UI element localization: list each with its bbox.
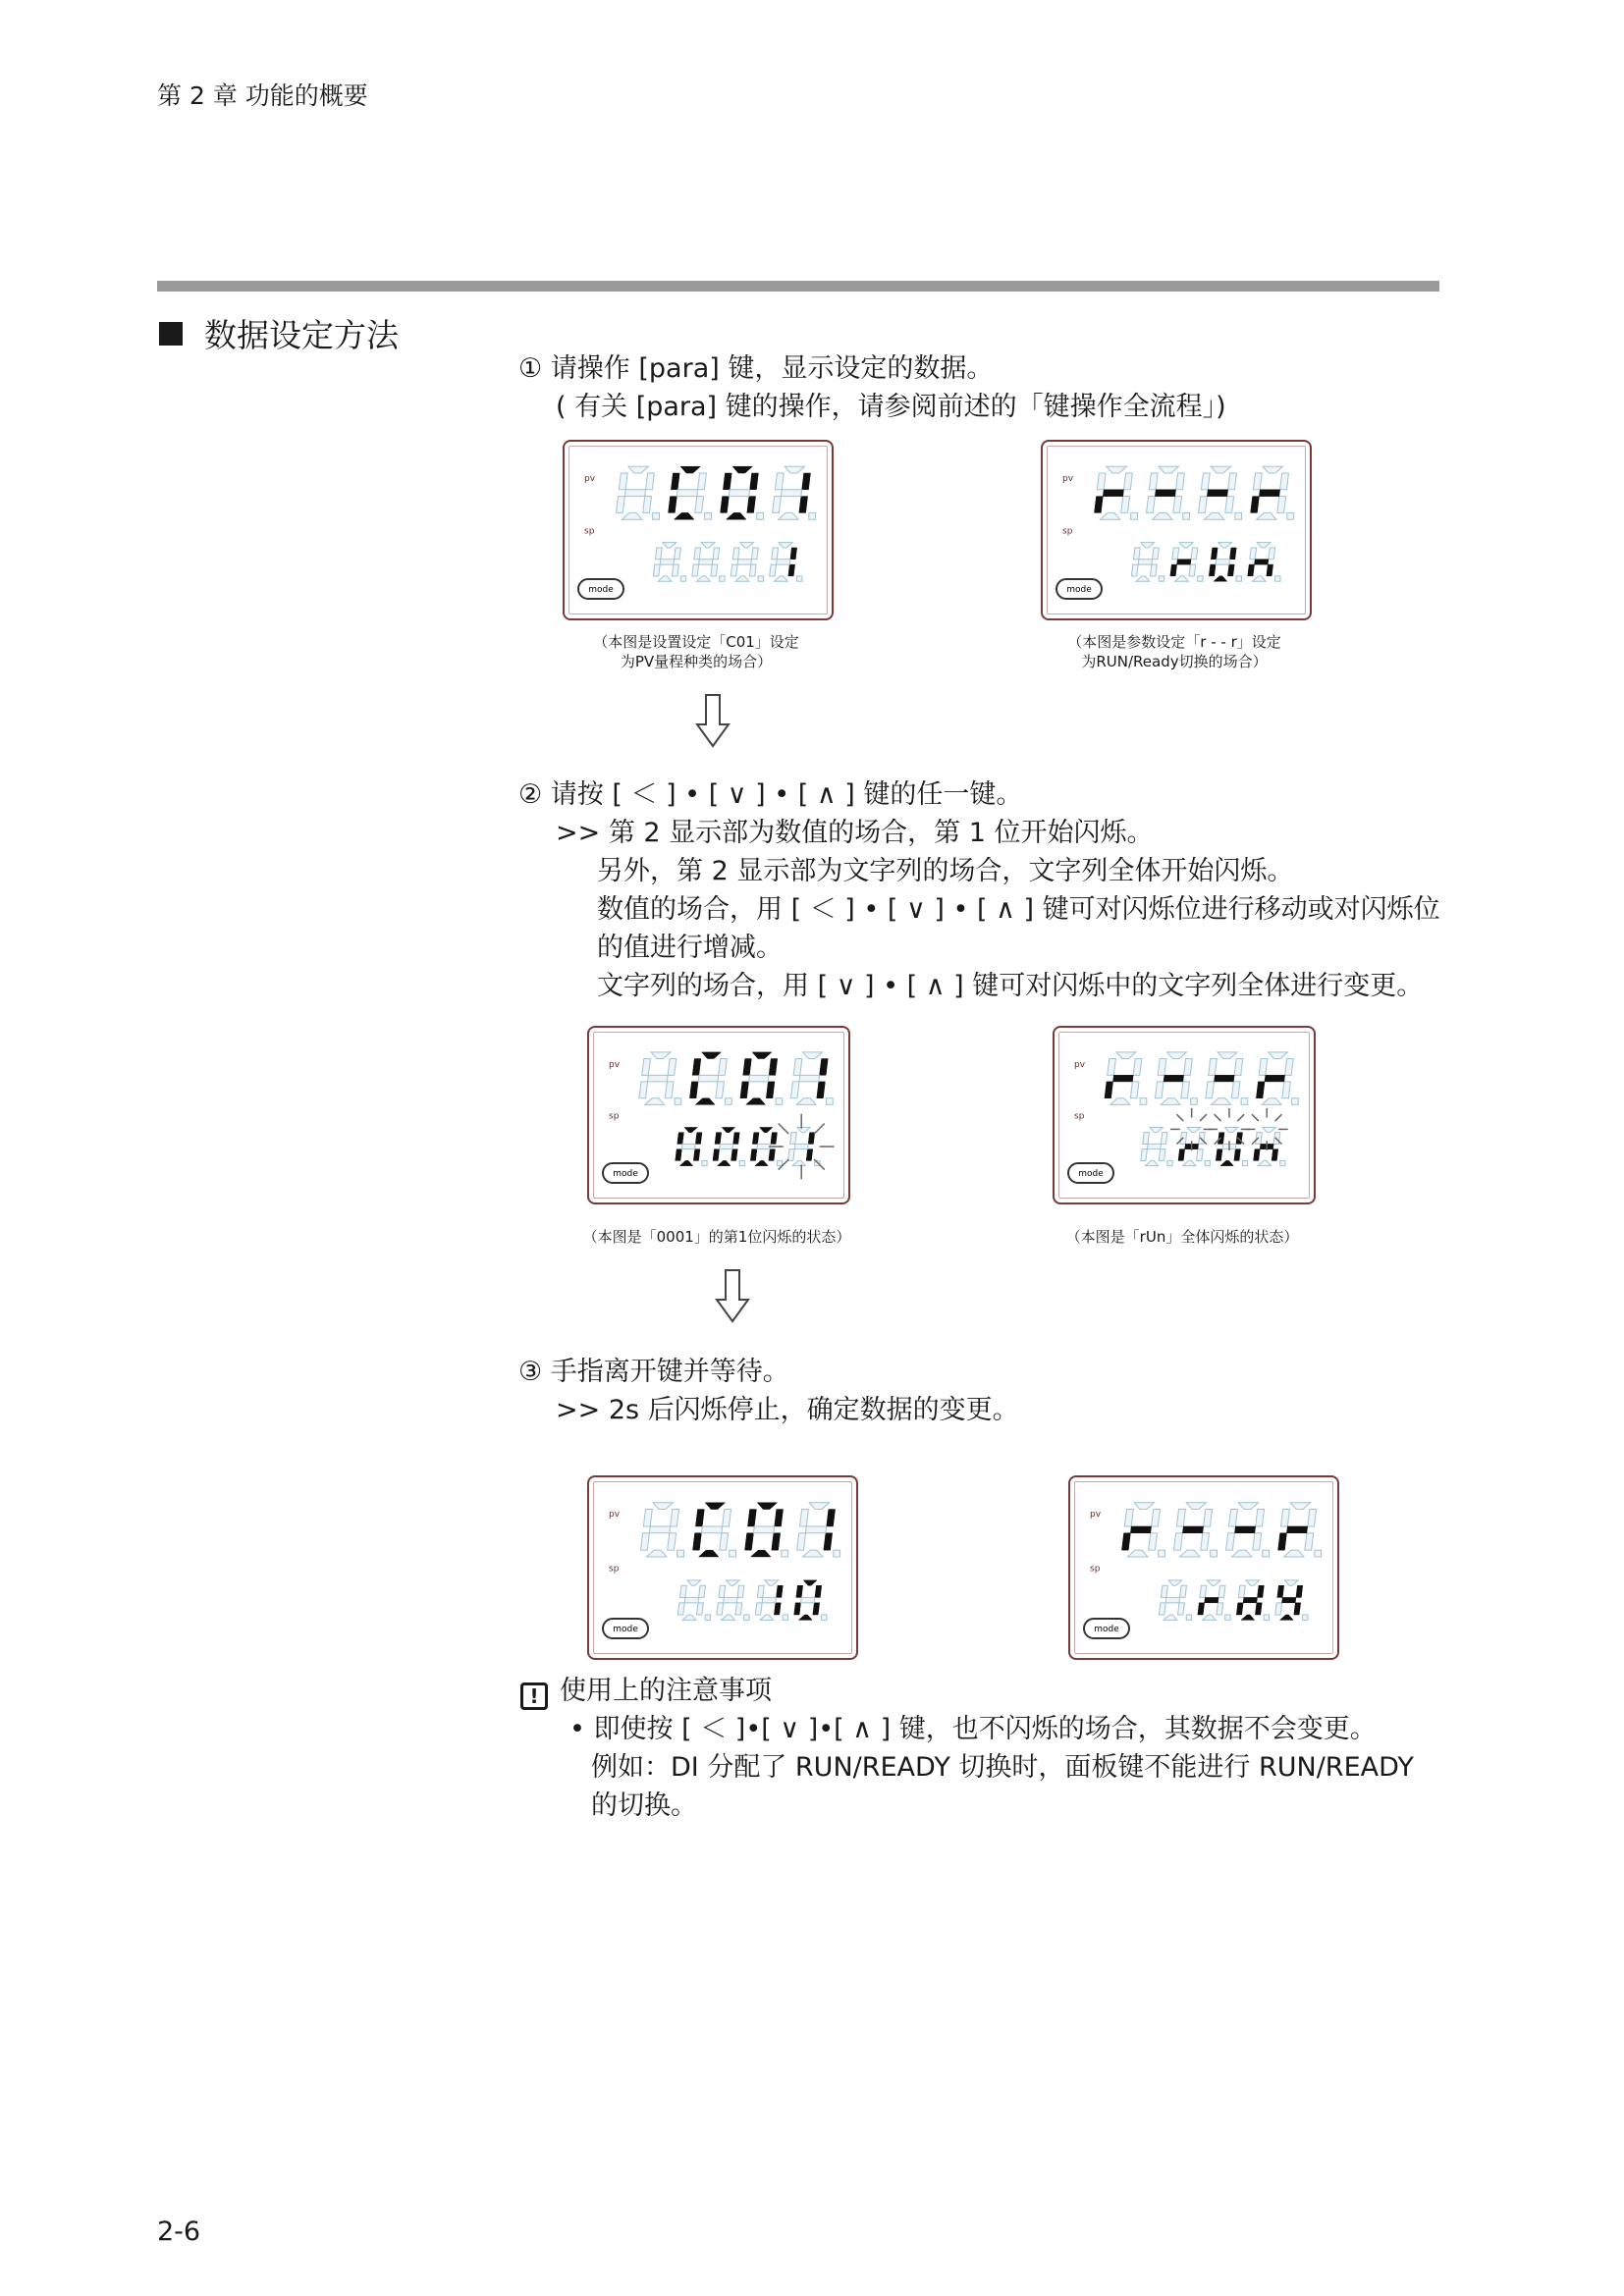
sp-digit — [1216, 1127, 1247, 1165]
pv-label: pv — [609, 1510, 621, 1520]
lcd-segments — [589, 1028, 848, 1202]
pv-digit — [669, 466, 712, 519]
pv-digit — [797, 1503, 840, 1557]
pv-digit — [1121, 1503, 1164, 1557]
pv-label: pv — [609, 1060, 621, 1070]
sp-digit — [1141, 1127, 1172, 1165]
sp-digit — [1131, 543, 1164, 582]
sp-digit — [692, 543, 725, 582]
lcd-segments — [1055, 1028, 1314, 1202]
sp-label: sp — [609, 1111, 620, 1122]
lcd-segments — [1043, 442, 1310, 618]
sp-digit — [1198, 1580, 1230, 1620]
lcd-display-2 — [1041, 440, 1312, 620]
caption-2a: （本图是「0001」的第1位闪烁的状态） — [582, 1228, 851, 1246]
step2-line3: 另外，第 2 显示部为文字列的场合，文字列全体开始闪烁。 — [597, 856, 1294, 886]
notes-line1: • 即使按 [ ＜ ]•[ ∨ ]•[ ∧ ] 键，也不闪烁的场合，其数据不会变更。 — [569, 1714, 1377, 1744]
pv-digit — [1278, 1503, 1322, 1557]
mode-button[interactable] — [578, 579, 623, 599]
lcd-display-1 — [563, 440, 834, 620]
caption-1a — [563, 632, 830, 671]
step2-line4: 数值的场合，用 [ ＜ ] • [ ∨ ] • [ ∧ ] 键可对闪烁位进行移动或对闪烁位 — [597, 894, 1440, 925]
notes-line3: 的切换。 — [591, 1790, 697, 1821]
sp-digit — [1248, 543, 1280, 582]
pv-label: pv — [584, 474, 596, 484]
notes-title-text: 使用上的注意事项 — [560, 1676, 772, 1706]
mode-button[interactable] — [1056, 579, 1102, 599]
pv-digit — [721, 466, 764, 519]
sp-digit — [1254, 1127, 1285, 1165]
pv-digit — [740, 1052, 783, 1104]
pv-digit — [1206, 1052, 1248, 1104]
lcd-display-3 — [587, 1026, 850, 1204]
notes-line2: 例如：DI 分配了 RUN/READY 切换时，面板键不能进行 RUN/READY — [591, 1752, 1414, 1783]
mode-button-label: mode — [1066, 585, 1092, 595]
lcd-segments — [565, 442, 832, 618]
notes-title — [520, 1672, 772, 1710]
pv-digit — [790, 1052, 833, 1104]
pv-digit — [1199, 466, 1242, 519]
sp-digit — [731, 543, 763, 582]
mode-button-label: mode — [613, 1625, 638, 1634]
lcd-display-4 — [1053, 1026, 1316, 1204]
sp-digit — [1209, 543, 1241, 582]
down-arrow-icon — [715, 1268, 750, 1323]
pv-digit — [1226, 1503, 1270, 1557]
pv-digit — [1105, 1052, 1147, 1104]
sp-digit — [770, 543, 802, 582]
sp-digit — [1236, 1580, 1269, 1620]
mode-button-label: mode — [1078, 1169, 1104, 1179]
pv-digit — [616, 466, 659, 519]
sp-digit — [653, 543, 685, 582]
lcd-segments — [589, 1477, 856, 1658]
pv-label: pv — [1074, 1060, 1086, 1070]
sp-digit — [717, 1580, 749, 1620]
mode-button[interactable] — [603, 1163, 648, 1183]
sp-digit — [676, 1127, 707, 1165]
mode-button[interactable] — [603, 1619, 648, 1638]
pv-digit — [640, 1503, 683, 1557]
chapter-header: 第 2 章 功能的概要 — [157, 81, 368, 110]
step2-line2: >> 第 2 显示部为数值的场合，第 1 位开始闪烁。 — [556, 818, 1154, 848]
sp-digit — [677, 1580, 710, 1620]
caption-1b — [1041, 632, 1308, 671]
mode-button[interactable] — [1068, 1163, 1113, 1183]
pv-digit — [1155, 1052, 1197, 1104]
sp-label: sp — [1062, 526, 1073, 537]
section-title-text: 数据设定方法 — [204, 316, 399, 354]
pv-digit — [773, 466, 816, 519]
caption-1b-line1: （本图是参数设定「r - - r」设定 — [1067, 633, 1281, 651]
sp-label: sp — [1074, 1111, 1085, 1122]
sp-digit — [1170, 543, 1203, 582]
pv-digit — [745, 1503, 788, 1557]
square-bullet-icon — [159, 322, 183, 346]
sp-digit — [755, 1580, 787, 1620]
pv-digit — [693, 1503, 736, 1557]
caption-1b-line2: 为RUN/Ready切换的场合） — [1081, 653, 1268, 670]
pv-digit — [1174, 1503, 1218, 1557]
step3-line2: >> 2s 后闪烁停止，确定数据的变更。 — [556, 1395, 1019, 1425]
sp-digit — [1159, 1580, 1191, 1620]
mode-button-label: mode — [1094, 1625, 1119, 1634]
down-arrow-icon — [695, 693, 731, 748]
pv-digit — [1256, 1052, 1298, 1104]
sp-digit — [1178, 1127, 1210, 1165]
step2-line1: ② 请按 [ ＜ ] • [ ∨ ] • [ ∧ ] 键的任一键。 — [518, 779, 1023, 810]
warning-icon: ! — [520, 1682, 548, 1710]
pv-label: pv — [1090, 1510, 1102, 1520]
step2-line6: 文字列的场合，用 [ ∨ ] • [ ∧ ] 键可对闪烁中的文字列全体进行变更。 — [597, 971, 1424, 1001]
section-title — [159, 310, 399, 356]
pv-digit — [639, 1052, 681, 1104]
sp-label: sp — [584, 526, 595, 537]
step1-line2: ( 有关 [para] 键的操作，请参阅前述的「键操作全流程」) — [556, 392, 1226, 422]
pv-digit — [689, 1052, 731, 1104]
pv-digit — [1147, 466, 1190, 519]
section-rule — [157, 281, 1439, 292]
pv-label: pv — [1062, 474, 1074, 484]
step1-line1: ① 请操作 [para] 键，显示设定的数据。 — [518, 353, 994, 384]
mode-button[interactable] — [1084, 1619, 1129, 1638]
caption-1a-line2: 为PV量程种类的场合） — [620, 653, 773, 670]
sp-label: sp — [1090, 1564, 1101, 1575]
lcd-display-5 — [587, 1475, 858, 1660]
step3-line1: ③ 手指离开键并等待。 — [518, 1357, 789, 1387]
sp-digit — [1275, 1580, 1308, 1620]
caption-1a-line1: （本图是设置设定「C01」设定 — [593, 633, 799, 651]
pv-digit — [1251, 466, 1294, 519]
pv-digit — [1094, 466, 1137, 519]
mode-button-label: mode — [588, 585, 614, 595]
page-number: 2-6 — [157, 2216, 201, 2247]
sp-label: sp — [609, 1564, 620, 1575]
sp-digit — [713, 1127, 744, 1165]
lcd-segments — [1070, 1477, 1337, 1658]
sp-digit — [794, 1580, 827, 1620]
mode-button-label: mode — [613, 1169, 638, 1179]
step2-line5: 的值进行增减。 — [597, 933, 783, 963]
lcd-display-6 — [1068, 1475, 1339, 1660]
caption-2b: （本图是「rUn」全体闪烁的状态） — [1065, 1228, 1299, 1246]
